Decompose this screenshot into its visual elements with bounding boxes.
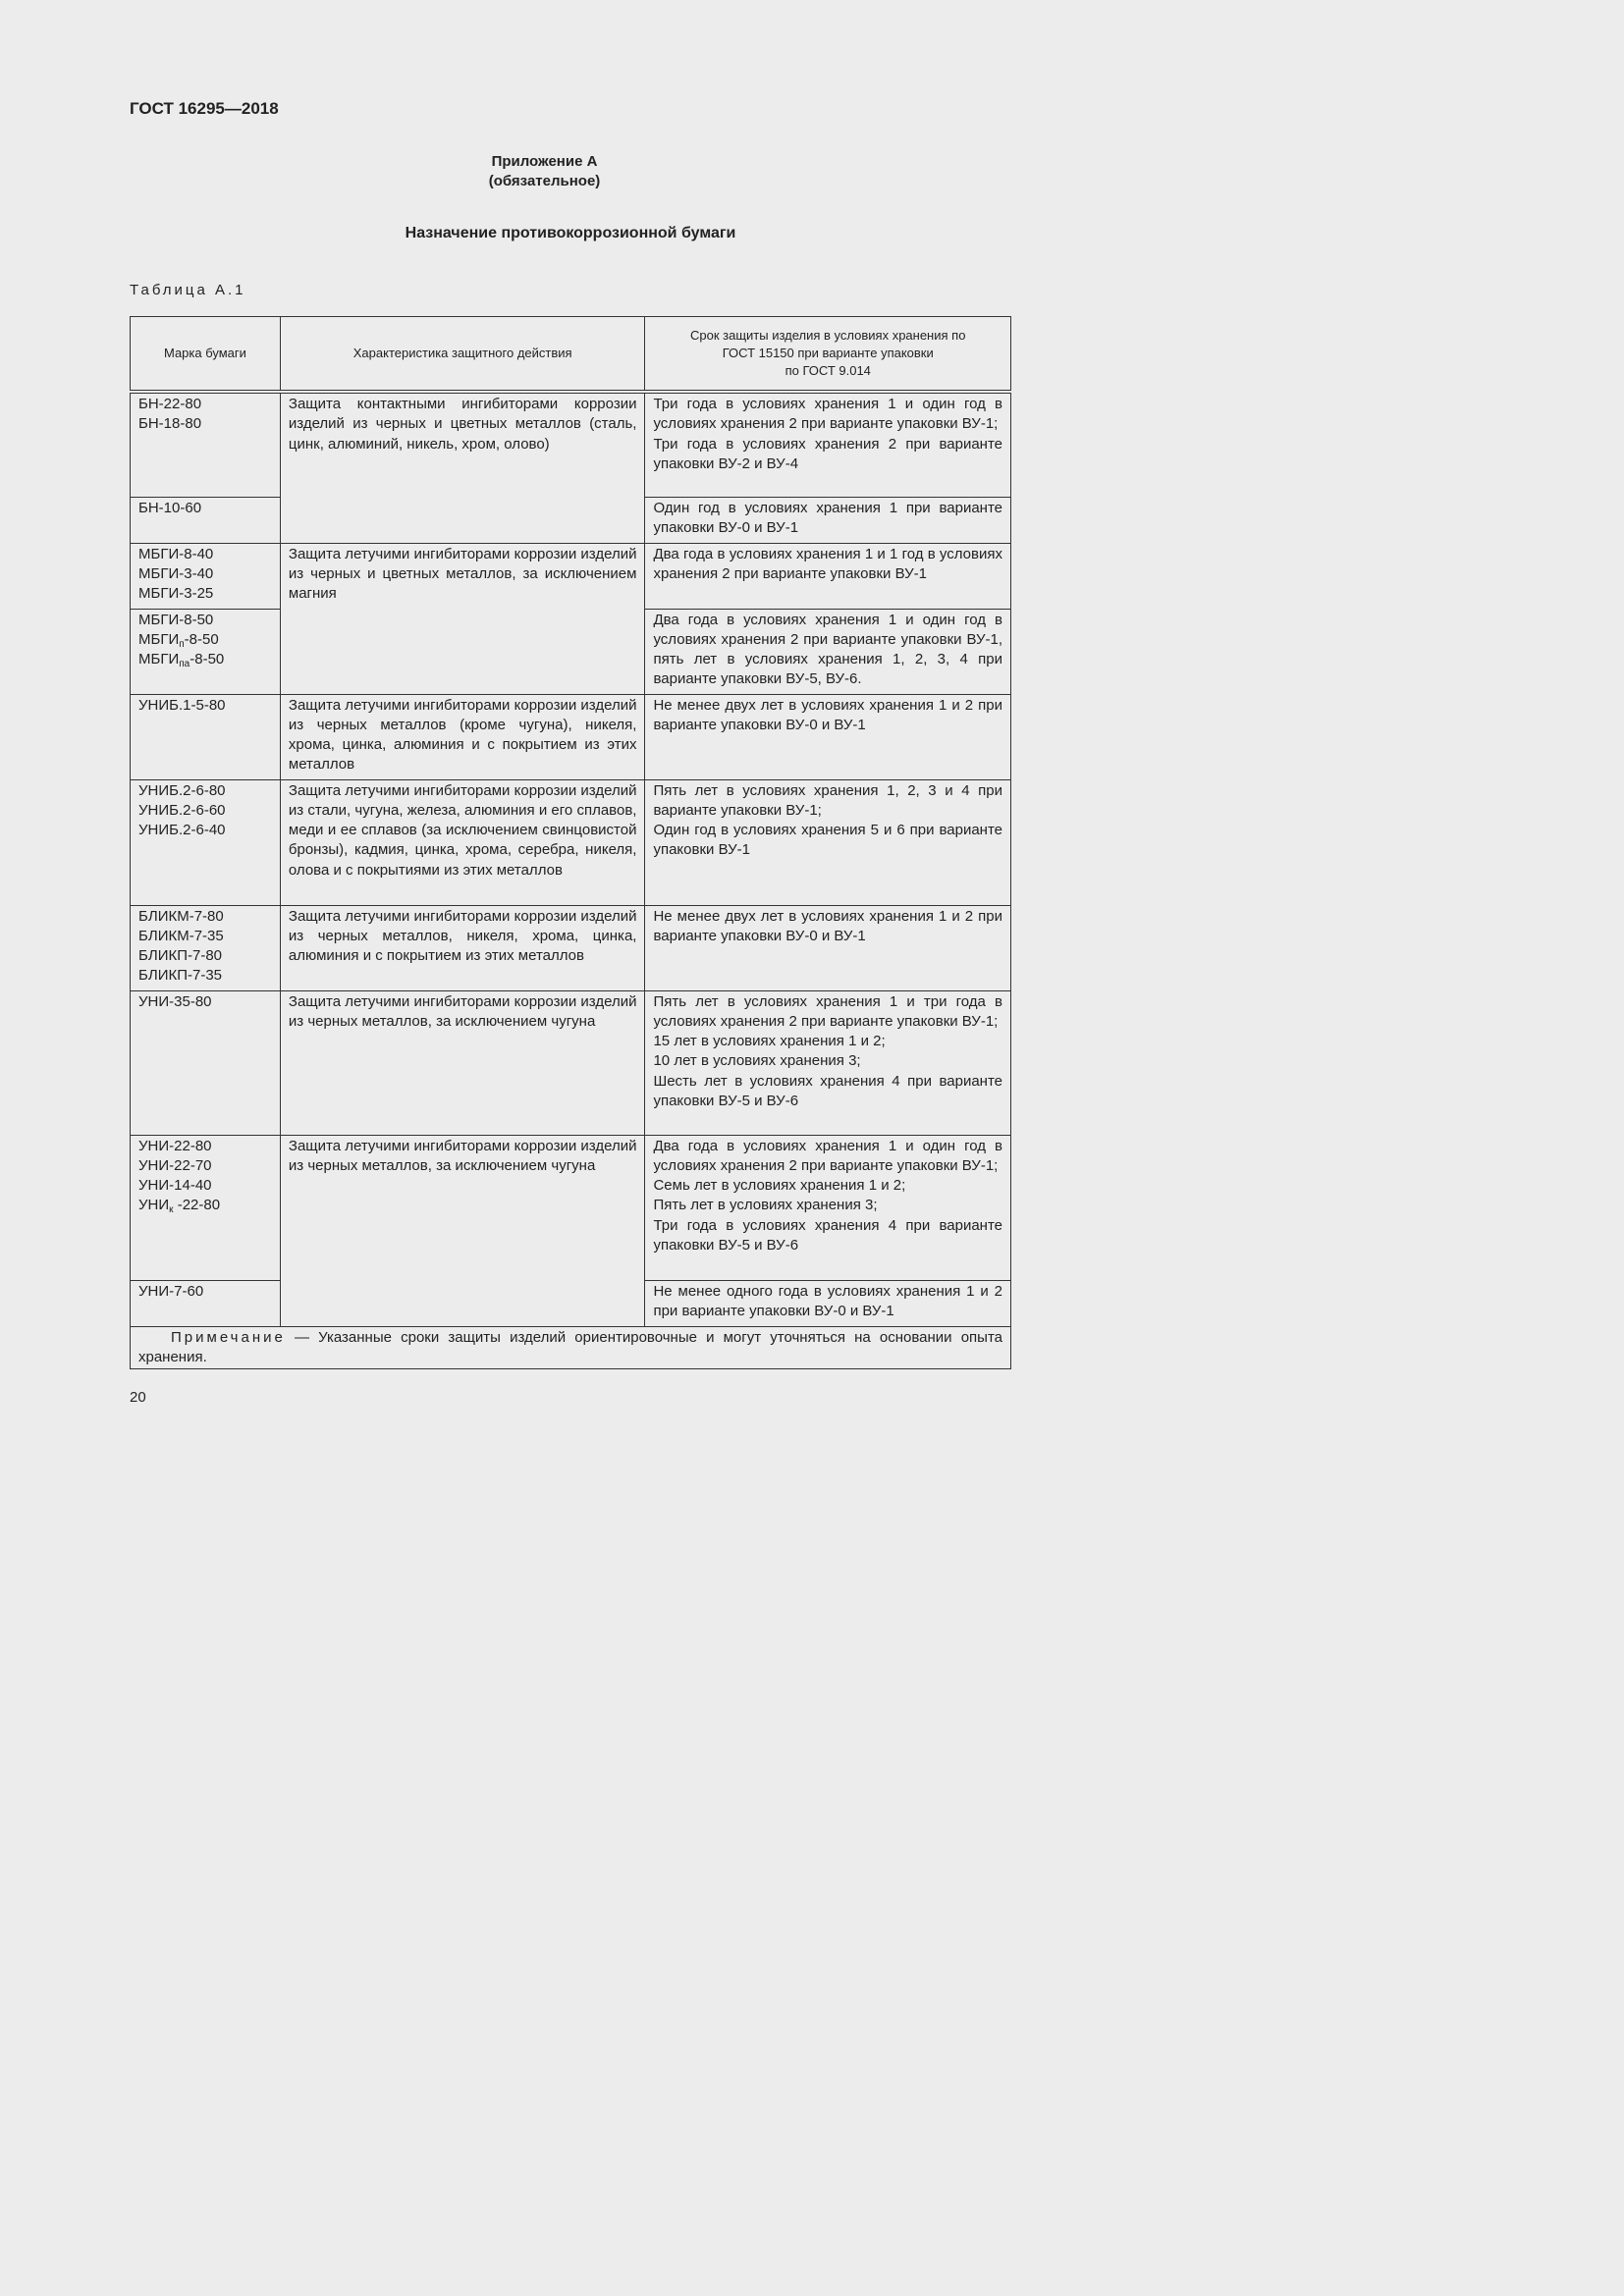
table-note <box>131 1326 1011 1369</box>
header-term-line: Срок защиты изделия в условиях хранения по <box>690 328 966 343</box>
protection-table <box>130 316 1011 1369</box>
table-row <box>131 694 1011 779</box>
brand-name: УНИ-14-40 <box>138 1177 212 1195</box>
brand-cell <box>131 990 281 1135</box>
brand-cell <box>131 905 281 990</box>
brand-cell <box>131 497 281 543</box>
table-row <box>131 779 1011 905</box>
term-cell: Не менее двух лет в условиях хранения 1 и 2 при варианте упаковки ВУ-0 и ВУ-1 <box>645 694 1011 779</box>
page-number: 20 <box>130 1389 146 1406</box>
brand-cell <box>131 1280 281 1326</box>
term-cell: Один год в условиях хранения 1 при варианте упаковки ВУ-0 и ВУ-1 <box>645 497 1011 543</box>
table-row <box>131 543 1011 609</box>
appendix-status: (обязательное) <box>488 173 601 189</box>
brand-cell <box>131 392 281 497</box>
characteristic-cell: Защита летучими ингибиторами коррозии изделий из черных металлов, за исключением чугуна <box>280 990 645 1135</box>
brand-name: УНИ-35-80 <box>138 992 212 1010</box>
table-note-row <box>131 1326 1011 1369</box>
appendix-label: Приложение А <box>491 153 598 170</box>
characteristic-cell: Защита летучими ингибиторами коррозии изделий из черных металлов (кроме чугуна), никеля, хрома, цинка, алюминия и с покрытием из этих металлов <box>280 694 645 779</box>
header-brand: Марка бумаги <box>131 317 281 393</box>
term-cell: Не менее двух лет в условиях хранения 1 и 2 при варианте упаковки ВУ-0 и ВУ-1 <box>645 905 1011 990</box>
brand-name: БН-10-60 <box>138 499 202 516</box>
brand-cell <box>131 779 281 905</box>
table-row <box>131 1135 1011 1280</box>
term-cell: Пять лет в условиях хранения 1, 2, 3 и 4 при варианте упаковки ВУ-1; Один год в условиях хранения 5 и 6 при варианте упаковки ВУ-1 <box>645 779 1011 905</box>
header-characteristic: Характеристика защитного действия <box>280 317 645 393</box>
term-cell: Не менее одного года в условиях хранения 1 и 2 при варианте упаковки ВУ-0 и ВУ-1 <box>645 1280 1011 1326</box>
characteristic-cell: Защита летучими ингибиторами коррозии изделий из черных металлов, никеля, хрома, цинка, алюминия и с покрытием из этих металлов <box>280 905 645 990</box>
term-cell: Пять лет в условиях хранения 1 и три года в условиях хранения 2 при варианте упаковки ВУ-1; 15 лет в условиях хранения 1 и 2; 10 лет в условиях хранения 3; Шесть лет в условиях хранения 4 при варианте упаковки ВУ-5 и ВУ-6 <box>645 990 1011 1135</box>
characteristic-cell: Защита контактными ингибиторами коррозии изделий из черных и цветных металлов (сталь, цинк, алюминий, никель, хром, олово) <box>280 392 645 543</box>
brand-name: $МБГИ_п-8-50$ <box>138 630 219 650</box>
brand-cell <box>131 609 281 694</box>
table-row <box>131 392 1011 497</box>
brand-cell <box>131 1135 281 1280</box>
characteristic-cell: Защита летучими ингибиторами коррозии изделий из черных металлов, за исключением чугуна <box>280 1135 645 1326</box>
table-row <box>131 905 1011 990</box>
header-term-line: ГОСТ 15150 при варианте упаковки <box>722 346 934 360</box>
brand-name: БН-22-80 <box>138 396 202 412</box>
term-cell: Три года в условиях хранения 1 и один год в условиях хранения 2 при варианте упаковки ВУ-1; Три года в условиях хранения 2 при варианте упаковки ВУ-2 и ВУ-4 <box>645 392 1011 497</box>
note-label: Примечание <box>171 1328 286 1346</box>
brand-name: БЛИКМ-7-80 <box>138 907 224 925</box>
brand-name: БН-18-80 <box>138 415 202 433</box>
document-code: ГОСТ 16295—2018 <box>130 99 279 118</box>
header-term-line: по ГОСТ 9.014 <box>785 363 871 378</box>
brand-name: БЛИКП-7-35 <box>138 967 223 985</box>
brand-name: МБГИ-8-50 <box>138 611 214 628</box>
brand-cell <box>131 543 281 609</box>
brand-name: УНИБ.2-6-80 <box>138 781 226 799</box>
table-row <box>131 990 1011 1135</box>
table-caption: Таблица А.1 <box>130 282 246 298</box>
brand-name: $МБГИ_{па}-8-50$ <box>138 651 225 670</box>
brand-name: УНИБ.2-6-40 <box>138 822 226 839</box>
characteristic-cell: Защита летучими ингибиторами коррозии изделий из черных и цветных металлов, за исключением магния <box>280 543 645 694</box>
brand-name: УНИ-22-80 <box>138 1137 212 1154</box>
header-term <box>645 317 1011 393</box>
brand-name: УНИ-7-60 <box>138 1282 204 1300</box>
brand-cell <box>131 694 281 779</box>
brand-name: МБГИ-8-40 <box>138 545 214 562</box>
brand-name: $УНИ_к$ -22-80 <box>138 1197 221 1216</box>
brand-name: УНИ-22-70 <box>138 1156 212 1174</box>
term-cell: Два года в условиях хранения 1 и 1 год в условиях хранения 2 при варианте упаковки ВУ-1 <box>645 543 1011 609</box>
characteristic-cell: Защита летучими ингибиторами коррозии изделий из стали, чугуна, железа, алюминия и его сплавов, меди и ее сплавов (за исключением свинцовистой бронзы), кадмия, цинка, хрома, серебра, никеля, олова и с покрытиями из этих металлов <box>280 779 645 905</box>
brand-name: УНИБ.1-5-80 <box>138 696 226 714</box>
brand-name: УНИБ.2-6-60 <box>138 801 226 819</box>
brand-name: БЛИКП-7-80 <box>138 947 223 965</box>
note-text: — Указанные сроки защиты изделий ориентировочные и могут уточняться на основании опыта хранения. <box>138 1328 1002 1365</box>
brand-name: БЛИКМ-7-35 <box>138 927 224 944</box>
brand-name: МБГИ-3-40 <box>138 564 214 582</box>
appendix-heading <box>0 152 1089 191</box>
term-cell: Два года в условиях хранения 1 и один год в условиях хранения 2 при варианте упаковки ВУ-1; Семь лет в условиях хранения 1 и 2; Пять лет в условиях хранения 3; Три года в условиях хранения 4 при варианте упаковки ВУ-5 и ВУ-6 <box>645 1135 1011 1280</box>
brand-name: МБГИ-3-25 <box>138 585 214 603</box>
appendix-title: Назначение противокоррозионной бумаги <box>405 225 736 241</box>
table-header-row <box>131 317 1011 393</box>
term-cell: Два года в условиях хранения 1 и один год в условиях хранения 2 при варианте упаковки ВУ-1, пять лет в условиях хранения 1, 2, 3, 4 при варианте упаковки ВУ-5, ВУ-6. <box>645 609 1011 694</box>
